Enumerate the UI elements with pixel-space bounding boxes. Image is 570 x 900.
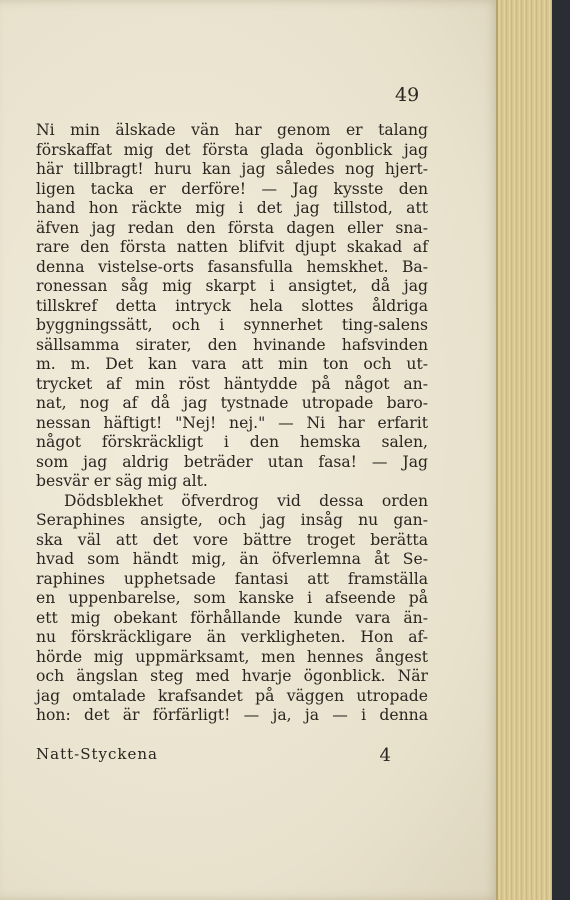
signature-mark: Natt-Styckena [36,745,158,763]
text-line: Dödsblekhet öfverdrog vid dessa orden [64,491,428,510]
text-line: besvär er säg mig alt. [36,472,208,490]
signature-number: 4 [379,745,392,766]
text-line: rare den första natten blifvit djupt skakad af [36,238,428,256]
text-line: ett mig obekant förhållande kunde vara än- [36,608,428,627]
text-line: en uppenbarelse, som kanske i afseende på [36,589,428,607]
text-line: hörde mig uppmärksamt, men hennes ångest [36,647,428,666]
text-line: trycket af min röst häntydde på något an- [36,374,428,393]
text-line: Ni min älskade vän har genom er talang [36,121,428,139]
text-line: som jag aldrig beträder utan fasa! — Jag [36,452,428,471]
text-line: ligen tacka er derföre! — Jag kysste den [36,179,428,198]
text-line: m. m. Det kan vara att min ton och ut- [36,355,428,373]
text-line: byggningssätt, och i synnerhet ting-salens [36,316,428,334]
text-line: denna vistelse-orts fasansfulla hemskhet. Ba- [36,257,428,276]
text-line: och ängslan steg med hvarje ögonblick. När [36,667,428,685]
text-line: nat, nog af då jag tystnade utropade baro- [36,394,428,412]
text-line: något förskräckligt i den hemska salen, [36,433,428,451]
page-number: 49 [395,84,420,106]
page-edges [496,0,558,900]
text-line: hon: det är förfärligt! — ja, ja — i denna [36,706,428,724]
text-line: tillskref detta intryck hela slottes åldriga [36,296,428,315]
book-cover [552,0,570,900]
text-line: raphines upphetsade fantasi att framställa [36,569,428,588]
text-line: Seraphines ansigte, och jag insåg nu gan- [36,511,428,529]
text-line: förskaffat mig det första glada ögonblick jag [36,140,428,159]
text-line: äfven jag redan den första dagen eller sna- [36,218,428,237]
text-line: ska väl att det vore bättre troget berätta [36,530,428,549]
text-line: jag omtalade krafsandet på väggen utropade [36,686,428,705]
text-line: ronessan såg mig skarpt i ansigtet, då jag [36,277,428,295]
text-line: nu förskräckligare än verkligheten. Hon af- [36,628,428,646]
body-text [36,121,428,726]
text-line: hand hon räckte mig i det jag tillstod, att [36,199,428,217]
text-line: hvad som händt mig, än öfverlemna åt Se- [36,550,428,568]
text-line: här tillbragt! huru kan jag således nog hjert- [36,160,428,178]
text-line: sällsamma sirater, den hvinande hafsvinden [36,335,428,354]
text-line: nessan häftigt! "Nej! nej." — Ni har erfarit [36,413,428,432]
page-footer [36,745,392,766]
